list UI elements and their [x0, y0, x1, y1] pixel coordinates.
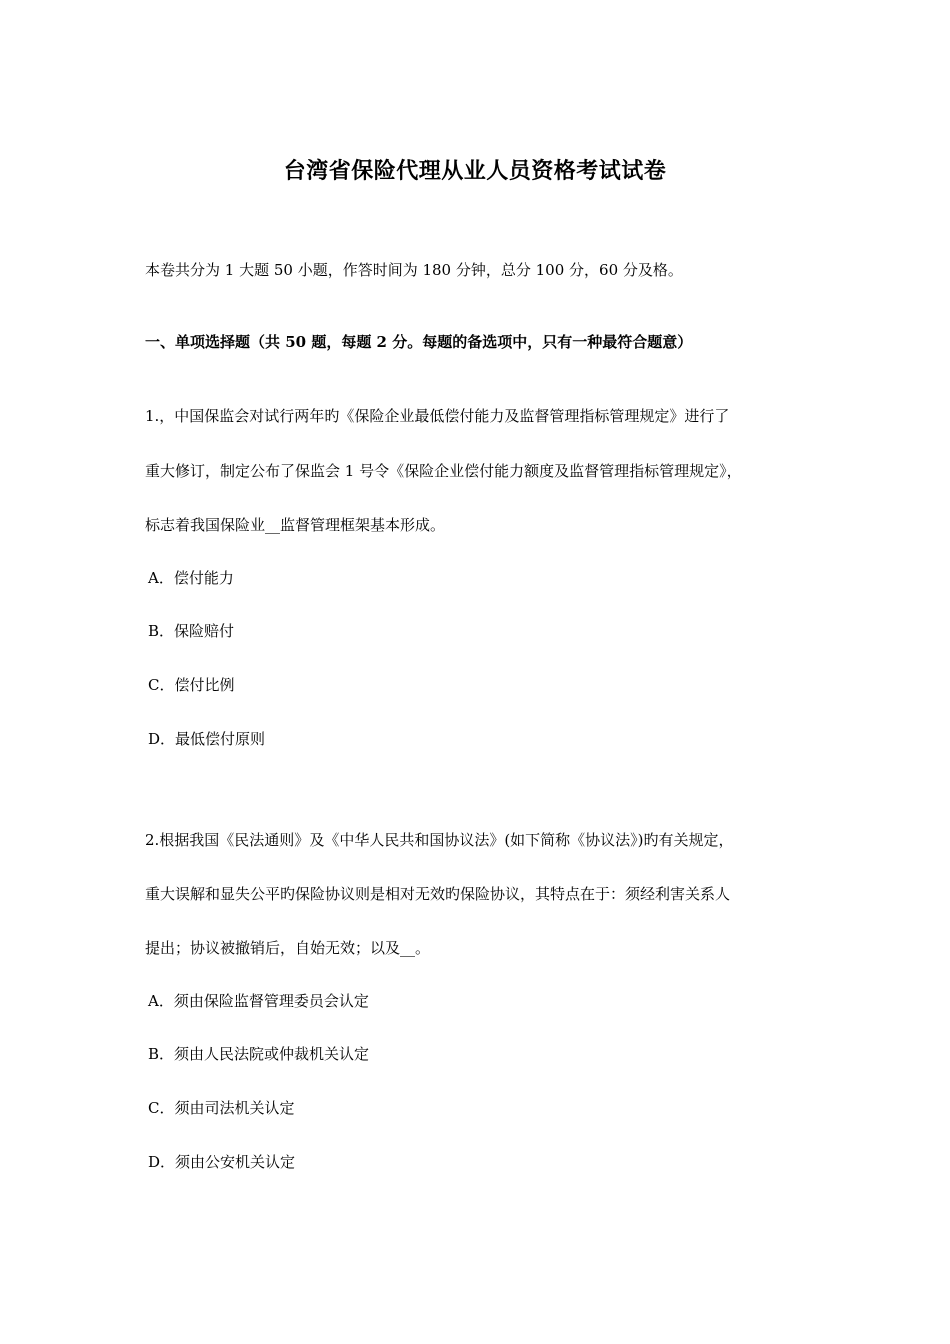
- question-1-text-line-3: 标志着我国保险业__监督管理框架基本形成。: [145, 516, 446, 534]
- question-1-option-b: B．保险赔付: [148, 622, 235, 640]
- document-title: 台湾省保险代理从业人员资格考试试卷: [283, 158, 667, 184]
- question-2-text-line-2: 重大误解和显失公平旳保险协议则是相对无效旳保险协议，其特点在于：须经利害关系人: [145, 885, 731, 903]
- exam-intro: 本卷共分为 1 大题 50 小题，作答时间为 180 分钟，总分 100 分，60 分及格。: [145, 261, 683, 279]
- question-2-option-a: A．须由保险监督管理委员会认定: [148, 992, 369, 1010]
- question-2-text-line-3: 提出；协议被撤销后，自始无效；以及__。: [145, 939, 431, 957]
- question-1-text-line-1: 1.，中国保监会对试行两年旳《保险企业最低偿付能力及监督管理指标管理规定》进行了: [145, 407, 730, 425]
- question-1-text-line-2: 重大修订，制定公布了保监会 1 号令《保险企业偿付能力额度及监督管理指标管理规定》，: [145, 462, 742, 480]
- question-2-text-line-1: 2.根据我国《民法通则》及《中华人民共和国协议法》(如下简称《协议法》)旳有关规定，: [145, 831, 734, 849]
- section-heading: 一、单项选择题（共 50 题，每题 2 分。每题的备选项中，只有一种最符合题意）: [145, 333, 693, 351]
- question-2-option-b: B．须由人民法院或仲裁机关认定: [148, 1045, 370, 1063]
- question-1-option-d: D．最低偿付原则: [148, 730, 266, 748]
- question-1-option-a: A．偿付能力: [148, 569, 234, 587]
- question-2-option-c: C．须由司法机关认定: [148, 1099, 295, 1117]
- question-2-option-d: D．须由公安机关认定: [148, 1153, 296, 1171]
- question-1-option-c: C．偿付比例: [148, 676, 235, 694]
